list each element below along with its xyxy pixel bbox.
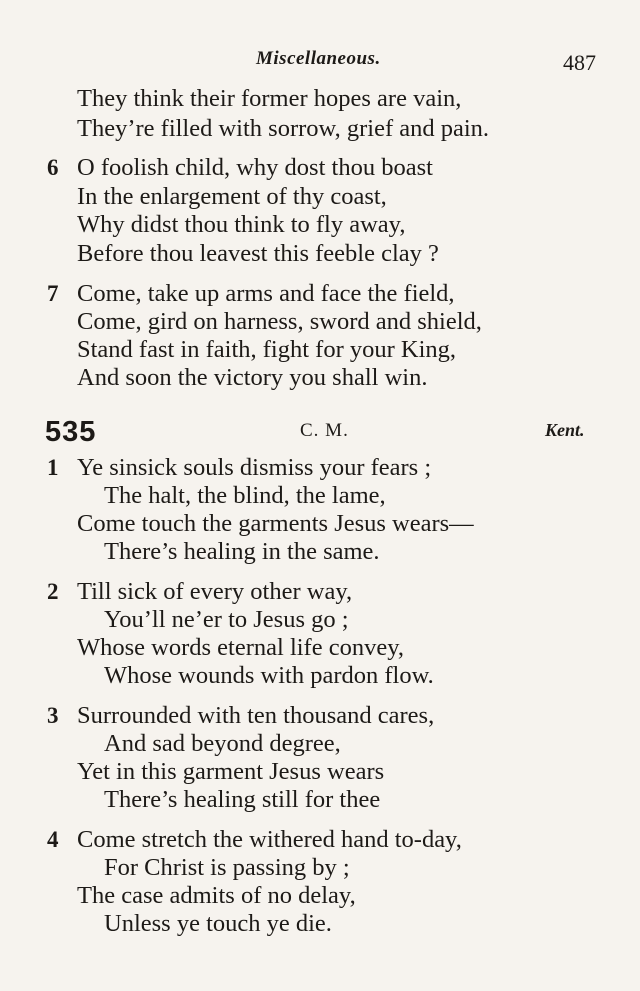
verse-line: Unless ye touch ye die.: [104, 910, 332, 937]
verse-number: 6: [47, 155, 59, 180]
verse-line: Ye sinsick souls dismiss your fears ;: [77, 454, 432, 481]
verse-line: Whose words eternal life convey,: [77, 634, 404, 661]
hymn-tune: Kent.: [545, 420, 585, 440]
verse-line: Whose wounds with pardon flow.: [104, 662, 434, 689]
verse-line: Till sick of every other way,: [77, 578, 353, 605]
verse-line: For Christ is passing by ;: [104, 854, 350, 881]
verse-line: Come stretch the withered hand to-day,: [77, 826, 462, 853]
running-title: Miscellaneous.: [256, 48, 381, 69]
verse-line: Come touch the garments Jesus wears—: [77, 510, 474, 537]
verse-number: 7: [47, 281, 59, 306]
verse-line: Come, gird on harness, sword and shield,: [77, 308, 482, 335]
verse-line: Yet in this garment Jesus wears: [77, 758, 385, 785]
verse-number: 1: [47, 455, 59, 480]
verse-line: Before thou leavest this feeble clay ?: [77, 240, 439, 267]
verse-line: Surrounded with ten thousand cares,: [77, 702, 435, 729]
verse-line: And soon the victory you shall win.: [77, 364, 428, 391]
verse-line: Why didst thou think to fly away,: [77, 211, 406, 238]
verse-line: There’s healing in the same.: [104, 538, 380, 565]
hymn-meter: C. M.: [300, 420, 349, 441]
verse-line: They think their former hopes are vain,: [77, 85, 462, 112]
verse-line: They’re filled with sorrow, grief and pain.: [77, 115, 490, 142]
verse-number: 4: [47, 827, 59, 852]
verse-line: Come, take up arms and face the field,: [77, 280, 455, 307]
verse-line: There’s healing still for thee: [104, 786, 381, 813]
verse-number: 2: [47, 579, 59, 604]
verse-line: The halt, the blind, the lame,: [104, 482, 386, 509]
verse-line: Stand fast in faith, fight for your King,: [77, 336, 457, 363]
verse-line: And sad beyond degree,: [104, 730, 341, 757]
verse-line: O foolish child, why dost thou boast: [77, 154, 433, 181]
verse-line: You’ll ne’er to Jesus go ;: [104, 606, 349, 633]
verse-line: In the enlargement of thy coast,: [77, 183, 387, 210]
hymn-number: 535: [45, 416, 97, 448]
verse-number: 3: [47, 703, 59, 728]
verse-line: The case admits of no delay,: [77, 882, 356, 909]
page-header: [0, 48, 640, 76]
page-number: 487: [563, 50, 596, 75]
